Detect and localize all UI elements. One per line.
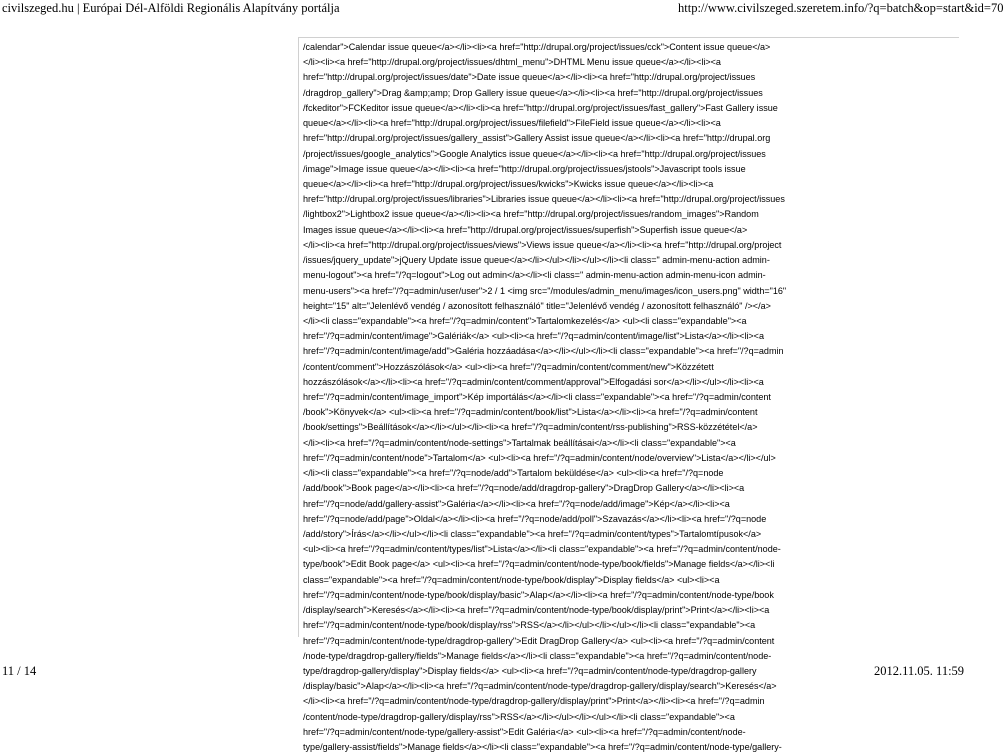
document-line: href="http://drupal.org/project/issues/date">Date issue queue</a></li><li><a href="http://drupal.org/project/issues [303, 72, 756, 83]
document-line: Images issue queue</a></li><li><a href="http://drupal.org/project/issues/superfish">Superfish issue queue</a> [303, 224, 748, 235]
document-line: href="/?q=admin/content/node-type/book/display/basic">Alap</a></li><li><a href="/?q=admin/content/node-type/book [303, 589, 774, 600]
document-line: hozzászólások</a></li><li><a href="/?q=admin/content/comment/approval">Elfogadási sor</a></li></ul></li><li><a [303, 376, 764, 387]
document-line: /fckeditor">FCKeditor issue queue</a></li><li><a href="http://drupal.org/project/issues/fast_gallery">Fast Gallery issue [303, 102, 778, 113]
document-line: /content/node-type/dragdrop-gallery/display/rss">RSS</a></li></ul></li></ul></li><li class="expandable"><a [303, 711, 735, 722]
document-line: /calendar">Calendar issue queue</a></li><li><a href="http://drupal.org/project/issues/cck">Content issue queue</a> [303, 42, 771, 52]
document-line: </li><li><a href="/?q=admin/content/node-settings">Tartalmak beállításai</a></li><li class="expandable"><a [303, 437, 736, 448]
page-header-site-title: civilszeged.hu | Európai Dél-Alföldi Regionális Alapítvány portálja [2, 1, 340, 15]
document-line: /issues/jquery_update">jQuery Update issue queue</a></li></ul></li></ul></li><li class=" admin-menu-action admin- [303, 255, 770, 266]
document-line: type/gallery-assist/fields">Manage fields</a></li><li class="expandable"><a href="/?q=admin/content/node-type/gallery- [303, 742, 782, 753]
document-line: /image">Image issue queue</a></li><li><a href="http://drupal.org/project/issues/jstools">Javascript tools issue [303, 163, 746, 174]
document-line: queue</a></li><li><a href="http://drupal.org/project/issues/filefield">FileField issue queue</a></li><li><a [303, 118, 721, 129]
document-line: /add/story">Írás</a></li></ul></li><li class="expandable"><a href="/?q=admin/content/types">Tartalomtípusok</a> [303, 529, 762, 539]
page-number: 11 / 14 [2, 664, 37, 678]
document-line: /book">Könyvek</a> <ul><li><a href="/?q=admin/content/book/list">Lista</a></li><li><a href="/?q=admin/content [303, 407, 758, 418]
document-line: class="expandable"><a href="/?q=admin/content/node-type/book/display">Display fields</a> <ul><li><a [303, 574, 720, 585]
document-line: <ul><li><a href="/?q=admin/content/types/list">Lista</a></li><li class="expandable"><a href="/?q=admin/content/node- [303, 544, 781, 555]
document-line: href="/?q=admin/content/image/add">Galéria hozzáadása</a></li></ul></li><li class="expandable"><a href="/?q=admin [303, 346, 784, 357]
page-header-url: http://www.civilszeged.szeretem.info/?q=batch&op=start&id=70 [678, 1, 1003, 15]
document-line: href="/?q=admin/content/node">Tartalom</a> <ul><li><a href="/?q=admin/content/node/overview">Lista</a></li></ul> [303, 452, 776, 463]
document-line: href="/?q=admin/content/image">Galériák</a> <ul><li><a href="/?q=admin/content/image/list">Lista</a></li><li><a [303, 331, 764, 342]
document-line: type/book">Edit Book page</a> <ul><li><a href="/?q=admin/content/node-type/book/fields">Manage fields</a></li><li [303, 559, 775, 570]
document-line: </li><li class="expandable"><a href="/?q=admin/content">Tartalomkezelés</a> <ul><li class="expandable"><a [303, 315, 747, 326]
document-line: href="http://drupal.org/project/issues/libraries">Libraries issue queue</a></li><li><a href="http://drupal.org/project/issues [303, 194, 785, 205]
document-line: href="/?q=node/add/page">Oldal</a></li><li><a href="/?q=node/add/poll">Szavazás</a></li><li><a href="/?q=node [303, 513, 767, 524]
document-line: href="http://drupal.org/project/issues/gallery_assist">Gallery Assist issue queue</a></li><li><a href="http://drupal.org [303, 133, 771, 144]
document-line: type/dragdrop-gallery/display">Display fields</a> <ul><li><a href="/?q=admin/content/node-type/dragdrop-gallery [303, 665, 757, 676]
document-line: /lightbox2">Lightbox2 issue queue</a></li><li><a href="http://drupal.org/project/issues/random_images">Random [303, 209, 759, 220]
document-line: /book/settings">Beállítások</a></li></ul></li><li><a href="/?q=admin/content/rss-publishing">RSS-közzététel</a> [303, 422, 758, 433]
document-line: </li><li class="expandable"><a href="/?q=node/add">Tartalom beküldése</a> <ul><li><a href="/?q=node [303, 468, 724, 479]
document-line: </li><li><a href="http://drupal.org/project/issues/views">Views issue queue</a></li><li><a href="http://drupal.org/project [303, 239, 782, 250]
document-line: href="/?q=node/add/gallery-assist">Galéria</a></li><li><a href="/?q=node/add/image">Kép</a></li><li><a [303, 498, 730, 509]
document-line: queue</a></li><li><a href="http://drupal.org/project/issues/kwicks">Kwicks issue queue</a></li><li><a [303, 178, 714, 189]
document-line: /content/comment">Hozzászólások</a> <ul><li><a href="/?q=admin/content/comment/new">Közzétett [303, 361, 714, 372]
document-line: /add/book">Book page</a></li><li><a href="/?q=node/add/dragdrop-gallery">DragDrop Gallery</a></li><li><a [303, 483, 745, 494]
document-line: /project/issues/google_analytics">Google Analytics issue queue</a></li><li><a href="http://drupal.org/project/issues [303, 148, 766, 159]
document-line: menu-logout"><a href="/?q=logout">Log out admin</a></li><li class=" admin-menu-action admin-menu-icon admin- [303, 270, 766, 281]
document-line: href="/?q=admin/content/node-type/gallery-assist">Edit Galéria</a> <ul><li><a href="/?q=admin/content/node- [303, 726, 746, 737]
document-line: /display/basic">Alap</a></li><li><a href="/?q=admin/content/node-type/dragdrop-gallery/display/search">Keresés</a> [303, 681, 777, 692]
document-line: href="/?q=admin/content/image_import">Kép importálás</a></li><li class="expandable"><a href="/?q=admin/content [303, 392, 771, 403]
print-datetime: 2012.11.05. 11:59 [874, 664, 965, 678]
document-line: /node-type/dragdrop-gallery/fields">Manage fields</a></li><li class="expandable"><a href="/?q=admin/content/node- [303, 650, 772, 661]
document-line: menu-users"><a href="/?q=admin/user/user">2 / 1 <img src="/modules/admin_menu/images/icon_users.png" width="16" [303, 285, 787, 296]
document-line: </li><li><a href="/?q=admin/content/node-type/dragdrop-gallery/display/print">Print</a></li><li><a href="/?q=admin [303, 696, 765, 707]
document-line: /display/search">Keresés</a></li><li><a href="/?q=admin/content/node-type/book/display/print">Print</a></li><li><a [303, 605, 770, 616]
document-line: href="/?q=admin/content/node-type/book/display/rss">RSS</a></li></ul></li></ul></li><li class="expandable"><a [303, 620, 756, 631]
document-line: href="/?q=admin/content/node-type/dragdrop-gallery">Edit DragDrop Gallery</a> <ul><li><a href="/?q=admin/content [303, 635, 775, 646]
document-line: height="15" alt="Jelenlévő vendég / azonosított felhasználó" title="Jelenlévő vendég / azonosított felhasználó" /></a> [303, 300, 771, 311]
document-line: </li><li><a href="http://drupal.org/project/issues/dhtml_menu">DHTML Menu issue queue</a></li><li><a [303, 57, 721, 68]
document-line: /dragdrop_gallery">Drag &amp;amp; Drop Gallery issue queue</a></li><li><a href="http://drupal.org/project/issues [303, 87, 763, 98]
